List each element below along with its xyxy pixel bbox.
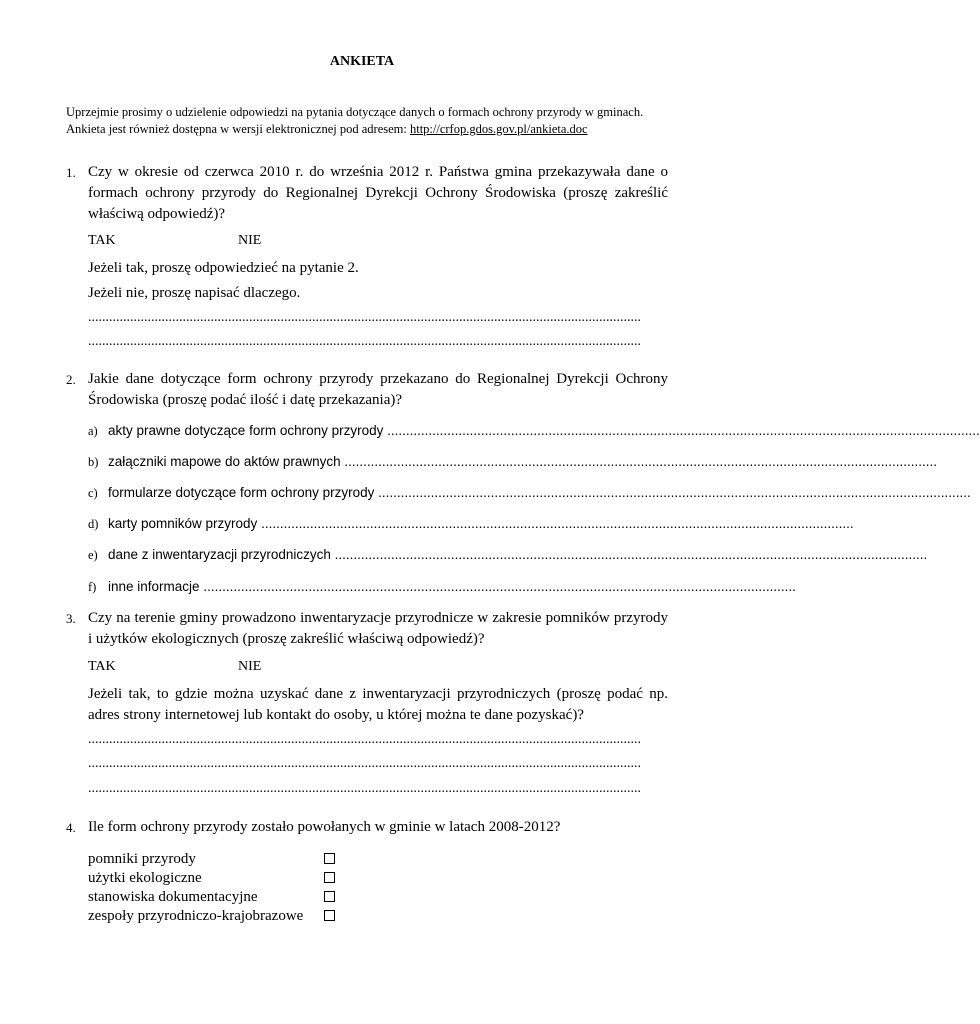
item-letter: d)	[88, 517, 99, 531]
checkbox-icon[interactable]	[324, 891, 335, 902]
question-1-yes-option[interactable]: TAK	[88, 233, 116, 248]
question-3-number: 3.	[66, 611, 76, 626]
question-2-text: Jakie dane dotyczące form ochrony przyrody przekazano do Regionalnej Dyrekcji Ochrony Środowiska (proszę podać ilość i datę przekazania)?	[88, 371, 668, 408]
item-dots: ..............................................................................................................................................................	[378, 485, 971, 500]
question-2-item-a[interactable]	[88, 422, 980, 440]
item-letter: a)	[88, 424, 98, 438]
question-2-item-f[interactable]	[88, 578, 796, 596]
item-dots: ..............................................................................................................................................................	[387, 423, 980, 438]
question-1-no-option[interactable]: NIE	[238, 233, 262, 248]
option-label: stanowiska dokumentacyjne	[88, 889, 258, 905]
item-letter: c)	[88, 486, 98, 500]
option-label: pomniki przyrody	[88, 851, 196, 867]
item-dots: ..............................................................................................................................................................	[261, 516, 854, 531]
intro-line-2-prefix: Ankieta jest również dostępna w wersji elektronicznej pod adresem:	[66, 121, 410, 136]
item-dots: ..............................................................................................................................................................	[344, 454, 937, 469]
question-3-text: Czy na terenie gminy prowadzono inwentaryzacje przyrodnicze w zakresie pomników przyrody i użytków ekologicznych (proszę zakreślić właściwą odpowiedź)?	[88, 610, 668, 647]
item-letter: b)	[88, 455, 99, 469]
question-3-no-option[interactable]: NIE	[238, 659, 262, 674]
question-2-item-b[interactable]	[88, 453, 937, 471]
intro-text	[66, 104, 668, 137]
item-letter: f)	[88, 580, 97, 594]
checkbox-icon[interactable]	[324, 872, 335, 883]
question-4-text: Ile form ochrony przyrody zostało powołanych w gminie w latach 2008-2012?	[88, 819, 561, 835]
item-label: formularze dotyczące form ochrony przyrody	[108, 485, 379, 500]
item-label: dane z inwentaryzacji przyrodniczych	[108, 547, 335, 562]
question-2-item-e[interactable]	[88, 546, 928, 564]
question-4-number: 4.	[66, 820, 76, 835]
answer-line[interactable]: ..............................................................................................................................................................	[88, 310, 641, 325]
option-label: użytki ekologiczne	[88, 870, 202, 886]
question-3	[66, 608, 668, 650]
item-label: karty pomników przyrody	[108, 516, 262, 531]
intro-line-1: Uprzejmie prosimy o udzielenie odpowiedzi na pytania dotyczące danych o formach ochrony przyrody w gminach.	[66, 105, 644, 119]
item-label: akty prawne dotyczące form ochrony przyrody	[108, 423, 388, 438]
question-4	[66, 817, 668, 838]
item-label: inne informacje	[108, 579, 204, 594]
document-title: ANKIETA	[329, 54, 395, 69]
questionnaire-link[interactable]: http://crfop.gdos.gov.pl/ankieta.doc	[409, 121, 588, 136]
item-letter: e)	[88, 548, 98, 562]
answer-line[interactable]: ..............................................................................................................................................................	[88, 334, 641, 349]
question-3-yes-option[interactable]: TAK	[88, 659, 116, 674]
question-2-item-d[interactable]	[88, 515, 854, 533]
item-dots: ..............................................................................................................................................................	[334, 547, 928, 562]
question-2	[66, 369, 668, 411]
answer-line[interactable]: ..............................................................................................................................................................	[88, 756, 641, 771]
question-1	[66, 162, 668, 225]
question-3-if-yes: Jeżeli tak, to gdzie można uzyskać dane z inwentaryzacji przyrodniczych (proszę podać np. adres strony internetowej lub kontakt do osoby, u której można te dane pozyskać)?	[88, 686, 668, 723]
question-1-if-no: Jeżeli nie, proszę napisać dlaczego.	[88, 285, 301, 301]
question-2-item-c[interactable]	[88, 484, 971, 502]
item-label: załączniki mapowe do aktów prawnych	[108, 454, 345, 469]
option-label: zespoły przyrodniczo-krajobrazowe	[88, 908, 304, 924]
question-1-number: 1.	[66, 165, 76, 180]
intro-line-2	[66, 121, 668, 138]
checkbox-icon[interactable]	[324, 910, 335, 921]
checkbox-icon[interactable]	[324, 853, 335, 864]
question-1-text: Czy w okresie od czerwca 2010 r. do września 2012 r. Państwa gmina przekazywała dane o formach ochrony przyrody do Regionalnej Dyrekcji Ochrony Środowiska (proszę zakreślić właściwą odpowiedź)?	[88, 164, 668, 222]
item-dots: ..............................................................................................................................................................	[203, 579, 796, 594]
answer-line[interactable]: ..............................................................................................................................................................	[88, 781, 641, 796]
question-1-if-yes: Jeżeli tak, proszę odpowiedzieć na pytanie 2.	[88, 260, 359, 276]
question-2-number: 2.	[66, 372, 76, 387]
answer-line[interactable]: ..............................................................................................................................................................	[88, 732, 641, 747]
